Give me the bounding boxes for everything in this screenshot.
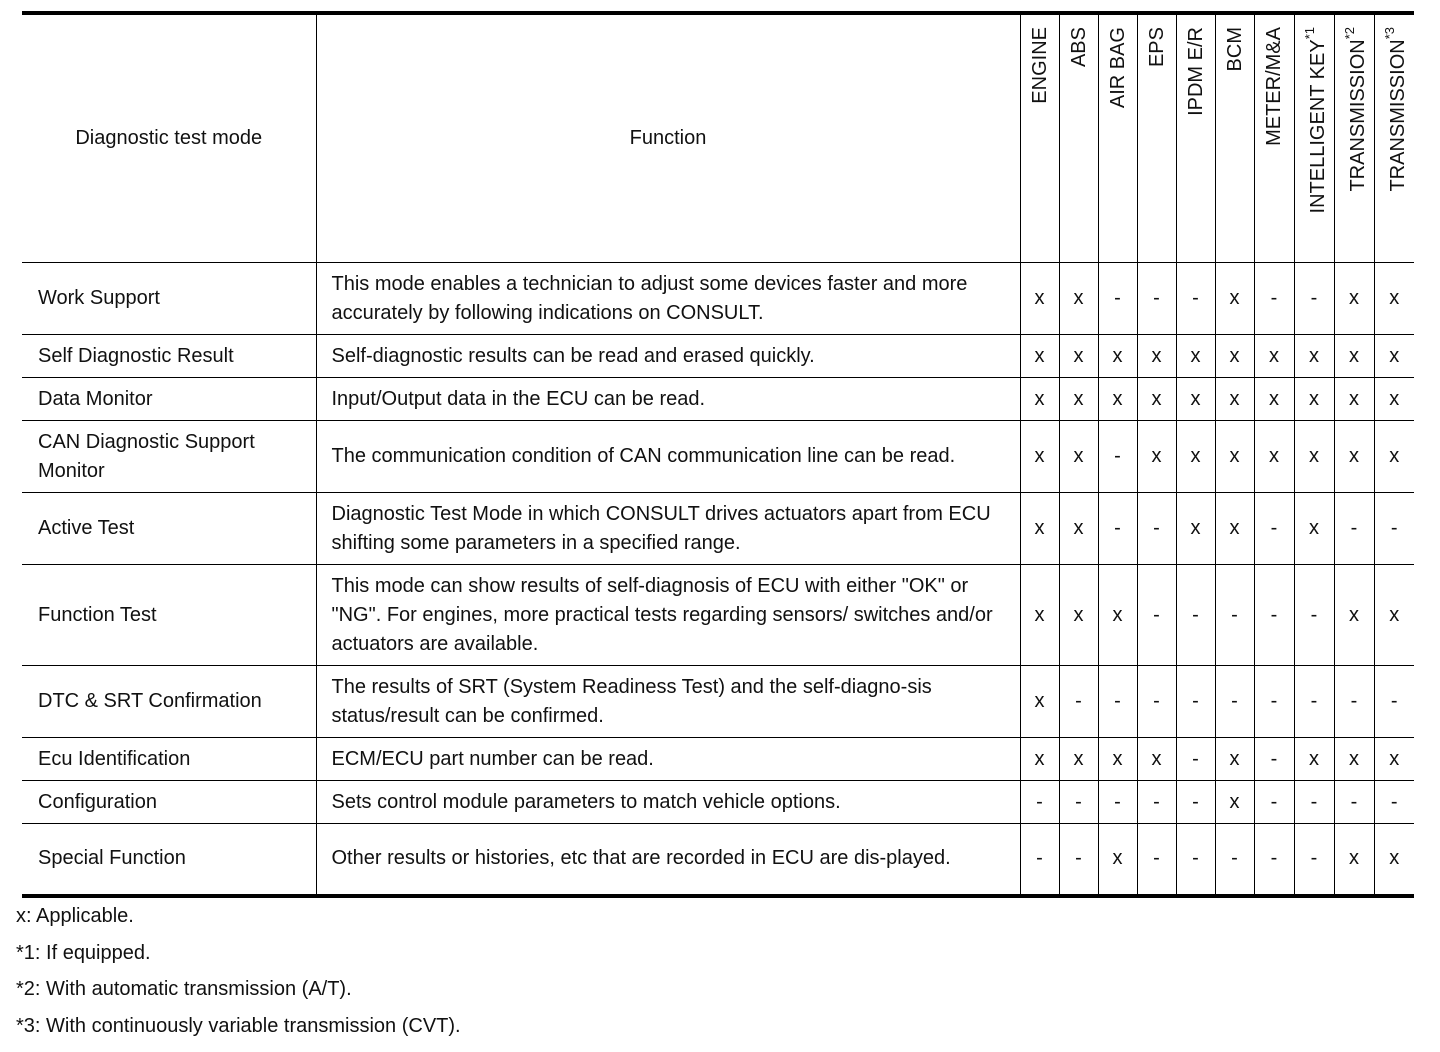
system-column-label xyxy=(1262,27,1286,146)
applicability-mark: x xyxy=(1294,421,1334,493)
applicability-mark: x xyxy=(1334,738,1374,781)
applicability-mark: x xyxy=(1059,421,1098,493)
footnote-line: *2: With automatic transmission (A/T). xyxy=(16,978,352,1000)
mode-cell: Function Test xyxy=(22,565,316,666)
applicability-mark: x xyxy=(1374,565,1414,666)
footnote-marker: *2 xyxy=(1342,27,1358,40)
applicability-mark: x xyxy=(1215,493,1254,565)
table-row xyxy=(22,421,1414,493)
diagnostic-mode-table xyxy=(22,11,1414,898)
applicability-mark: x xyxy=(1137,738,1176,781)
applicability-mark: x xyxy=(1020,378,1059,421)
applicability-mark: - xyxy=(1176,738,1215,781)
mode-cell: Self Diagnostic Result xyxy=(22,335,316,378)
function-cell: Input/Output data in the ECU can be read. xyxy=(316,378,1020,421)
applicability-mark: - xyxy=(1176,781,1215,824)
applicability-mark: x xyxy=(1254,378,1294,421)
system-column-label xyxy=(1184,27,1208,116)
applicability-mark: - xyxy=(1098,421,1137,493)
applicability-mark: x xyxy=(1254,335,1294,378)
table-row xyxy=(22,781,1414,824)
applicability-mark: x xyxy=(1137,335,1176,378)
mode-cell: Work Support xyxy=(22,263,316,335)
table-row xyxy=(22,738,1414,781)
applicability-mark: x xyxy=(1020,565,1059,666)
function-cell: This mode enables a technician to adjust some devices faster and more accurately by following indications on CONSULT. xyxy=(316,263,1020,335)
applicability-mark: - xyxy=(1020,824,1059,896)
function-cell: This mode can show results of self-diagnosis of ECU with either "OK" or "NG". For engines, more practical tests regarding sensors/ switches and/or actuators are available. xyxy=(316,565,1020,666)
applicability-mark: - xyxy=(1254,263,1294,335)
system-column-header xyxy=(1374,13,1414,263)
function-cell: Sets control module parameters to match vehicle options. xyxy=(316,781,1020,824)
system-label-text: BCM xyxy=(1223,27,1246,72)
applicability-mark: x xyxy=(1215,781,1254,824)
system-label-text: TRANSMISSION xyxy=(1346,39,1369,192)
applicability-mark: x xyxy=(1254,421,1294,493)
system-column-header xyxy=(1059,13,1098,263)
applicability-mark: x xyxy=(1215,378,1254,421)
applicability-mark: x xyxy=(1334,824,1374,896)
footnotes xyxy=(16,898,461,1044)
applicability-mark: x xyxy=(1334,378,1374,421)
function-cell: Self-diagnostic results can be read and erased quickly. xyxy=(316,335,1020,378)
applicability-mark: - xyxy=(1374,666,1414,738)
applicability-mark: - xyxy=(1215,824,1254,896)
system-label-text: METER/M&A xyxy=(1263,27,1285,146)
applicability-mark: x xyxy=(1294,738,1334,781)
applicability-mark: - xyxy=(1098,666,1137,738)
function-cell: Other results or histories, etc that are recorded in ECU are dis-played. xyxy=(316,824,1020,896)
applicability-mark: - xyxy=(1059,781,1098,824)
footnote-marker: *1 xyxy=(1302,27,1318,40)
applicability-mark: x xyxy=(1215,263,1254,335)
applicability-mark: - xyxy=(1254,781,1294,824)
system-label-text: INTELLIGENT KEY xyxy=(1306,39,1329,214)
applicability-mark: x xyxy=(1020,666,1059,738)
table-row xyxy=(22,378,1414,421)
applicability-mark: - xyxy=(1020,781,1059,824)
applicability-mark: x xyxy=(1020,263,1059,335)
applicability-mark: - xyxy=(1137,781,1176,824)
function-cell: ECM/ECU part number can be read. xyxy=(316,738,1020,781)
mode-cell: Ecu Identification xyxy=(22,738,316,781)
table-row xyxy=(22,263,1414,335)
system-column-header xyxy=(1098,13,1137,263)
applicability-mark: - xyxy=(1098,493,1137,565)
applicability-mark: x xyxy=(1098,565,1137,666)
applicability-mark: - xyxy=(1334,493,1374,565)
function-cell: Diagnostic Test Mode in which CONSULT drives actuators apart from ECU shifting some parameters in a specified range. xyxy=(316,493,1020,565)
applicability-mark: - xyxy=(1334,781,1374,824)
applicability-mark: x xyxy=(1098,738,1137,781)
applicability-mark: - xyxy=(1059,666,1098,738)
system-column-header xyxy=(1215,13,1254,263)
system-label-text: ABS xyxy=(1067,27,1090,68)
table-header-row xyxy=(22,13,1414,263)
applicability-mark: - xyxy=(1137,666,1176,738)
applicability-mark: - xyxy=(1098,263,1137,335)
applicability-mark: x xyxy=(1334,263,1374,335)
applicability-mark: x xyxy=(1059,378,1098,421)
applicability-mark: x xyxy=(1334,565,1374,666)
function-column-header: Function xyxy=(316,13,1020,263)
system-label-text: ENGINE xyxy=(1028,27,1051,104)
system-column-label xyxy=(1145,27,1169,67)
applicability-mark: x xyxy=(1374,263,1414,335)
applicability-mark: - xyxy=(1374,493,1414,565)
applicability-mark: x xyxy=(1059,335,1098,378)
system-column-label xyxy=(1223,27,1247,71)
table-row xyxy=(22,493,1414,565)
footnote-line: x: Applicable. xyxy=(16,905,134,927)
applicability-mark: x xyxy=(1374,824,1414,896)
applicability-mark: x xyxy=(1059,565,1098,666)
table-row xyxy=(22,335,1414,378)
system-label-text: EPS xyxy=(1145,27,1168,68)
applicability-mark: x xyxy=(1215,738,1254,781)
applicability-mark: x xyxy=(1374,421,1414,493)
mode-cell: DTC & SRT Confirmation xyxy=(22,666,316,738)
applicability-mark: - xyxy=(1176,565,1215,666)
system-column-label xyxy=(1338,27,1370,192)
applicability-mark: x xyxy=(1374,335,1414,378)
system-column-label xyxy=(1106,27,1130,108)
applicability-mark: - xyxy=(1294,824,1334,896)
system-label-text: TRANSMISSION xyxy=(1387,39,1410,192)
applicability-mark: - xyxy=(1215,666,1254,738)
applicability-mark: x xyxy=(1059,263,1098,335)
system-column-header xyxy=(1020,13,1059,263)
table-row xyxy=(22,565,1414,666)
applicability-mark: - xyxy=(1294,263,1334,335)
applicability-mark: x xyxy=(1098,378,1137,421)
applicability-mark: - xyxy=(1176,824,1215,896)
footnote-line: *3: With continuously variable transmission (CVT). xyxy=(16,1014,461,1037)
system-label-text: IPDM E/R xyxy=(1184,27,1207,116)
applicability-mark: - xyxy=(1059,824,1098,896)
applicability-mark: x xyxy=(1176,378,1215,421)
applicability-mark: x xyxy=(1137,421,1176,493)
applicability-mark: x xyxy=(1020,493,1059,565)
applicability-mark: x xyxy=(1059,493,1098,565)
applicability-mark: - xyxy=(1254,565,1294,666)
applicability-mark: - xyxy=(1137,565,1176,666)
applicability-mark: - xyxy=(1098,781,1137,824)
applicability-mark: - xyxy=(1374,781,1414,824)
applicability-mark: x xyxy=(1176,493,1215,565)
applicability-mark: - xyxy=(1137,824,1176,896)
system-column-header xyxy=(1294,13,1334,263)
applicability-mark: - xyxy=(1294,666,1334,738)
system-column-header xyxy=(1137,13,1176,263)
applicability-mark: x xyxy=(1020,738,1059,781)
applicability-mark: - xyxy=(1254,666,1294,738)
applicability-mark: x xyxy=(1020,335,1059,378)
applicability-mark: x xyxy=(1374,738,1414,781)
system-column-label xyxy=(1378,27,1410,192)
mode-cell: CAN Diagnostic Support Monitor xyxy=(22,421,316,493)
system-column-label xyxy=(1067,27,1091,67)
applicability-mark: x xyxy=(1294,493,1334,565)
applicability-mark: - xyxy=(1254,493,1294,565)
applicability-mark: x xyxy=(1374,378,1414,421)
applicability-mark: x xyxy=(1098,824,1137,896)
footnote-line: *1: If equipped. xyxy=(16,941,151,964)
applicability-mark: - xyxy=(1254,738,1294,781)
applicability-mark: x xyxy=(1294,378,1334,421)
applicability-mark: x xyxy=(1176,421,1215,493)
mode-cell: Active Test xyxy=(22,493,316,565)
applicability-mark: x xyxy=(1137,378,1176,421)
applicability-mark: x xyxy=(1334,335,1374,378)
applicability-mark: x xyxy=(1215,335,1254,378)
system-column-header xyxy=(1176,13,1215,263)
mode-cell: Data Monitor xyxy=(22,378,316,421)
system-column-label xyxy=(1298,27,1330,213)
applicability-mark: x xyxy=(1334,421,1374,493)
applicability-mark: x xyxy=(1020,421,1059,493)
applicability-mark: - xyxy=(1137,493,1176,565)
applicability-mark: - xyxy=(1294,781,1334,824)
applicability-mark: - xyxy=(1294,565,1334,666)
system-label-text: AIR BAG xyxy=(1106,27,1129,109)
applicability-mark: x xyxy=(1098,335,1137,378)
mode-cell: Special Function xyxy=(22,824,316,896)
applicability-mark: x xyxy=(1294,335,1334,378)
function-cell: The results of SRT (System Readiness Test) and the self-diagno-sis status/result can be confirmed. xyxy=(316,666,1020,738)
applicability-mark: x xyxy=(1215,421,1254,493)
applicability-mark: x xyxy=(1176,335,1215,378)
applicability-mark: - xyxy=(1254,824,1294,896)
table-row xyxy=(22,824,1414,896)
applicability-mark: - xyxy=(1215,565,1254,666)
mode-column-header: Diagnostic test mode xyxy=(22,13,316,263)
footnote-marker: *3 xyxy=(1382,27,1398,40)
mode-cell: Configuration xyxy=(22,781,316,824)
applicability-mark: - xyxy=(1176,263,1215,335)
applicability-mark: - xyxy=(1176,666,1215,738)
applicability-mark: - xyxy=(1334,666,1374,738)
system-column-header xyxy=(1334,13,1374,263)
applicability-mark: x xyxy=(1059,738,1098,781)
table-row xyxy=(22,666,1414,738)
system-column-label xyxy=(1028,27,1052,104)
applicability-mark: - xyxy=(1137,263,1176,335)
system-column-header xyxy=(1254,13,1294,263)
function-cell: The communication condition of CAN communication line can be read. xyxy=(316,421,1020,493)
